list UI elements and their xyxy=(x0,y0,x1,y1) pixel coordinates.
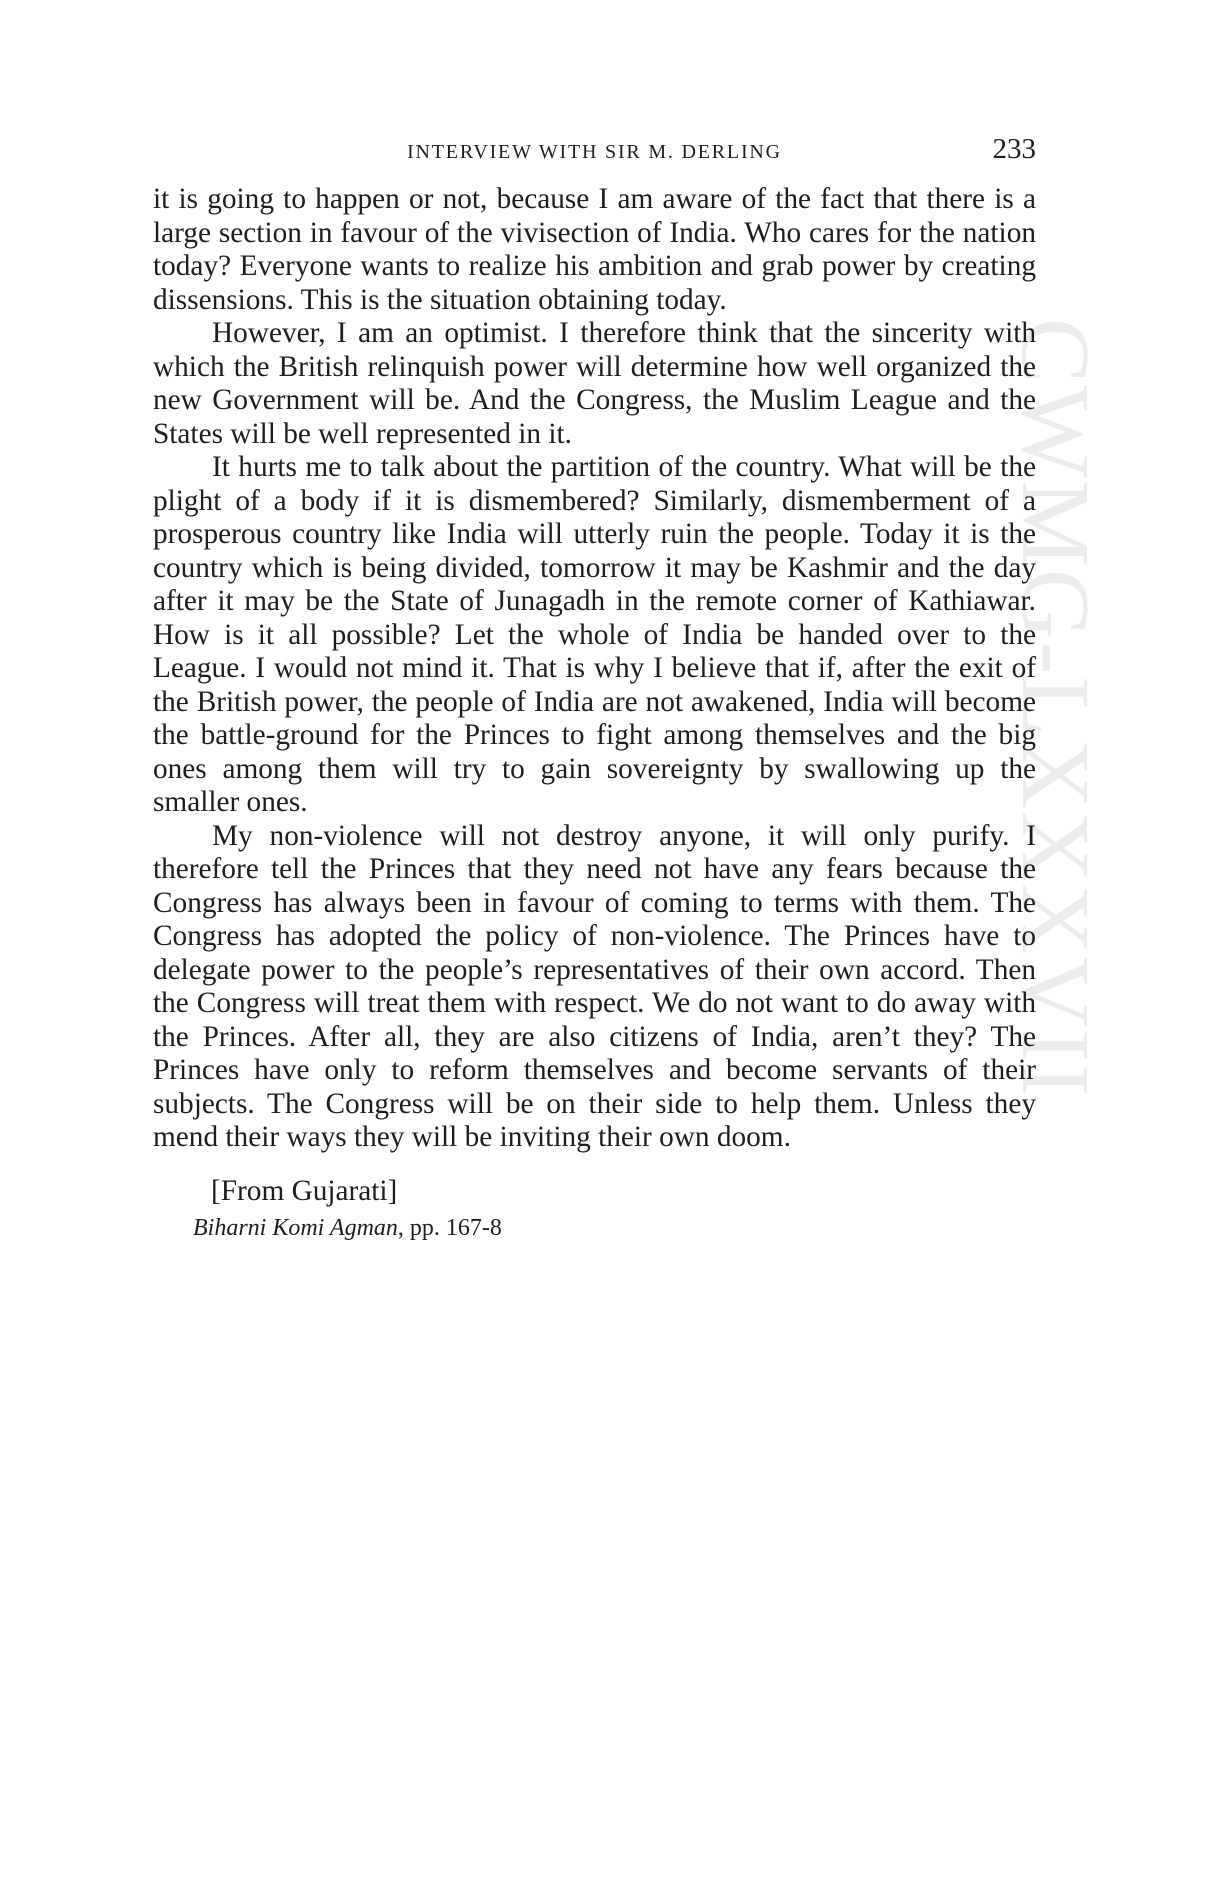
paragraph: My non-violence will not destroy anyone, it will only purify. I therefore tell the Princes that they need not have any fears because the Congress has always been in favour of coming to terms with them. The Congress has adopted the policy of non-violence. The Princes have to delegate power to the people’s representatives of their own accord. Then the Congress will treat them with respect. We do not want to do away with the Princes. After all, they are also citizens of India, aren’t they? The Princes have only to reform themselves and become servants of their subjects. The Congress will be on their side to help them. Unless they mend their ways they will be inviting their own doom. xyxy=(153,819,1036,1153)
page-number: 233 xyxy=(992,133,1036,165)
citation-title: Biharni Komi Agman xyxy=(193,1214,398,1241)
body-text xyxy=(153,183,1036,1243)
paragraph: However, I am an optimist. I therefore think that the sincerity with which the British relinquish power will determine how well organized the new Government will be. And the Congress, the Muslim League and the States will be well represented in it. xyxy=(153,317,1036,450)
watermark: CWMG-LXXXVII xyxy=(1001,318,1109,1099)
paragraph: It hurts me to talk about the partition of the country. What will be the plight of a body if it is dismembered? Similarly, dismemberment of a prosperous country like India will utterly ruin the people. Today it is the country which is being divided, tomorrow it may be Kashmir and the day after it may be the State of Junagadh in the remote corner of Kathiawar. How is it all possible? Let the whole of India be handed over to the League. I would not mind it. That is why I believe that if, after the exit of the British power, the people of India are not awakened, India will become the battle-ground for the Princes to fight among themselves and the big ones among them will try to gain sovereignty by swallowing up the smaller ones. xyxy=(153,451,1036,818)
source-note: [From Gujarati] xyxy=(211,1174,398,1207)
running-title: INTERVIEW WITH SIR M. DERLING xyxy=(407,141,782,163)
paragraph: it is going to happen or not, because I am aware of the fact that there is a large section in favour of the vivisection of India. Who cares for the nation today? Everyone wants to realize his ambition and grab power by creating dissensions. This is the situation obtaining today. xyxy=(153,183,1036,316)
citation-pages: , pp. 167-8 xyxy=(397,1214,502,1241)
running-head xyxy=(153,134,1036,174)
citation xyxy=(153,1213,1036,1243)
